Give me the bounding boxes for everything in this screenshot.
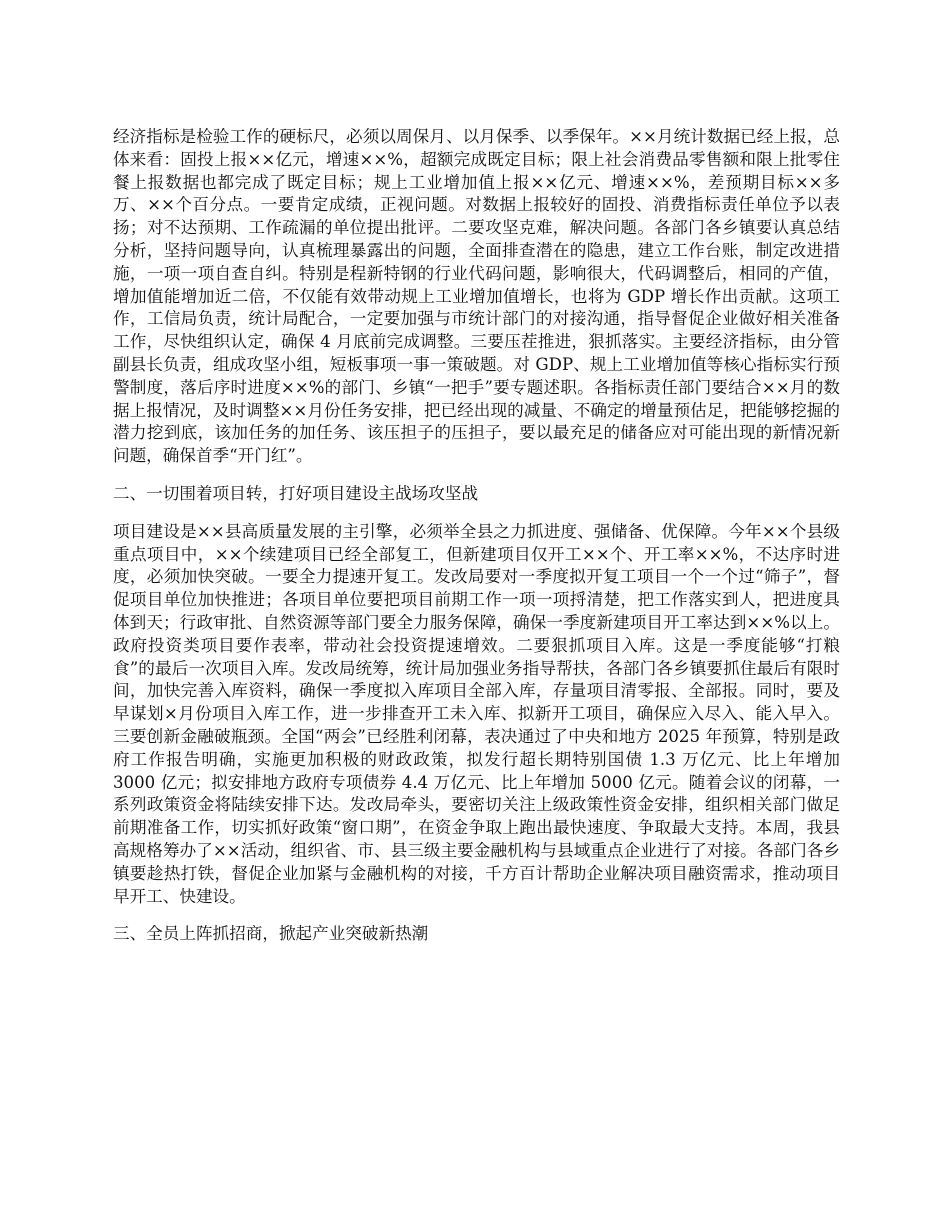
document-body bbox=[113, 126, 840, 961]
paragraph-economic-indicators: 经济指标是检验工作的硬标尺，必须以周保月、以月保季、以季保年。××月统计数据已经上报，总体来看：固投上报××亿元，增速××%，超额完成既定目标；限上社会消费品零售额和限上批零住餐上报数据也都完成了既定目标；规上工业增加值上报××亿元、增速××%，差预期目标××多万、××个百分点。一要肯定成绩，正视问题。对数据上报较好的固投、消费指标责任单位予以表扬；对不达预期、工作疏漏的单位提出批评。二要攻坚克难，解决问题。各部门各乡镇要认真总结分析，坚持问题导向，认真梳理暴露出的问题，全面排查潜在的隐患，建立工作台账，制定改进措施，一项一项自查自纠。特别是程新特钢的行业代码问题，影响很大，代码调整后，相同的产值，增加值能增加近二倍，不仅能有效带动规上工业增加值增长，也将为 GDP 增长作出贡献。这项工作，工信局负责，统计局配合，一定要加强与市统计部门的对接沟通，指导督促企业做好相关准备工作，尽快组织认定，确保 4 月底前完成调整。三要压茬推进，狠抓落实。主要经济指标，由分管副县长负责，组成攻坚小组，短板事项一事一策破题。对 GDP、规上工业增加值等核心指标实行预警制度，落后序时进度××%的部门、乡镇“一把手”要专题述职。各指标责任部门要结合××月的数据上报情况，及时调整××月份任务安排，把已经出现的减量、不确定的增量预估足，把能够挖掘的潜力挖到底，该加任务的加任务、该压担子的压担子，要以最充足的储备应对可能出现的新情况新问题，确保首季“开门红”。 bbox=[113, 127, 840, 466]
paragraph-project-construction: 项目建设是××县高质量发展的主引擎，必须举全县之力抓进度、强储备、优保障。今年××个县级重点项目中，××个续建项目已经全部复工，但新建项目仅开工××个、开工率××%，不达序时进度，必须加快突破。一要全力提速开复工。发改局要对一季度拟开复工项目一个一个过“筛子”，督促项目单位加快推进；各项目单位要把项目前期工作一项一项捋清楚，把工作落实到人，把进度具体到天；行政审批、自然资源等部门要全力服务保障，确保一季度新建项目开工率达到××%以上。政府投资类项目要作表率，带动社会投资提速增效。二要狠抓项目入库。这是一季度能够“打粮食”的最后一次项目入库。发改局统筹，统计局加强业务指导帮扶，各部门各乡镇要抓住最后有限时间，加快完善入库资料，确保一季度拟入库项目全部入库，存量项目清零报、全部报。同时，要及早谋划×月份项目入库工作，进一步排查开工未入库、拟新开工项目，确保应入尽入、能入早入。三要创新金融破瓶颈。全国“两会”已经胜利闭幕，表决通过了中央和地方 2025 年预算，特别是政府工作报告明确，实施更加积极的财政政策，拟发行超长期特别国债 1.3 万亿元、比上年增加 3000 亿元；拟安排地方政府专项债券 4.4 万亿元、比上年增加 5000 亿元。随着会议的闭幕，一系列政策资金将陆续安排下达。发改局牵头，要密切关注上级政策性资金安排，组织相关部门做足前期准备工作，切实抓好政策“窗口期”，在资金争取上跑出最快速度、争取最大支持。本周，我县高规格筹办了××活动，组织省、市、县三级主要金融机构与县域重点企业进行了对接。各部门各乡镇要趁热打铁，督促企业加紧与金融机构的对接，千方百计帮助企业解决项目融资需求，推动项目早开工、快建设。 bbox=[113, 521, 840, 906]
section-heading-projects: 二、一切围着项目转，打好项目建设主战场攻坚战 bbox=[113, 483, 479, 503]
section-heading-investment-attraction: 三、全员上阵抓招商，掀起产业突破新热潮 bbox=[113, 924, 429, 944]
